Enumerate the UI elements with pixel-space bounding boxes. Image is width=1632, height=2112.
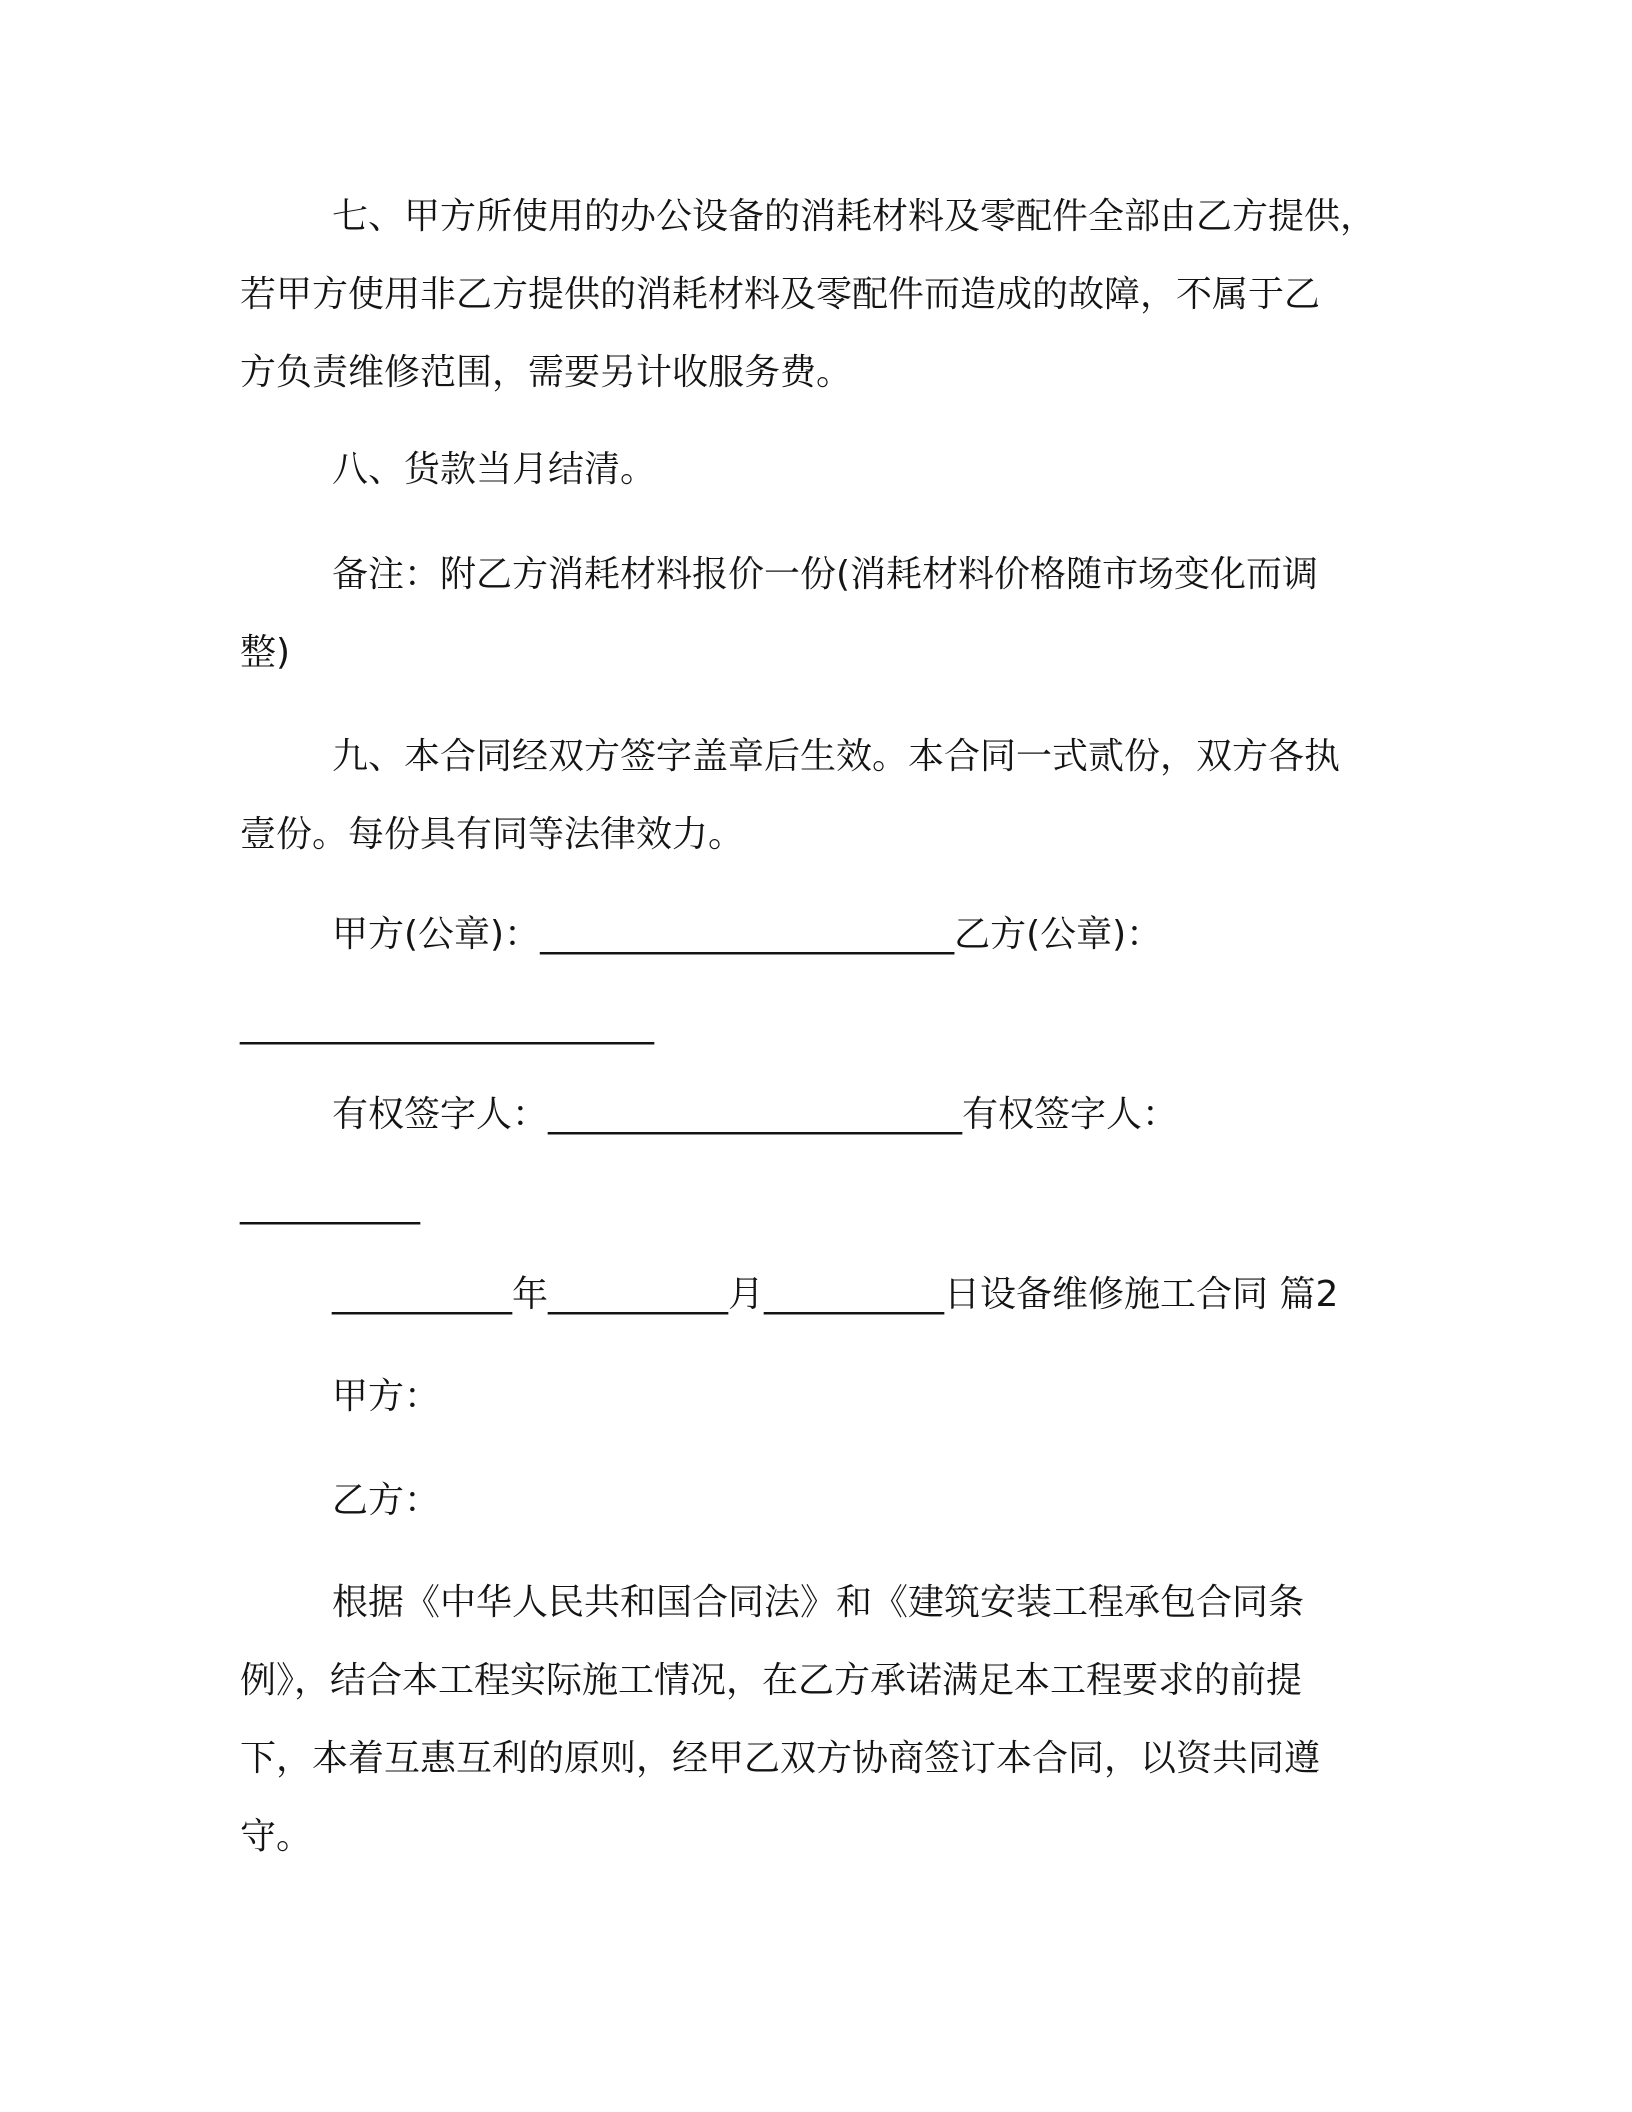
signatory-line-continued: __________ xyxy=(240,1184,420,1225)
remark-line-2: 整) xyxy=(240,632,291,673)
seal-line: 甲方(公章)：_______________________乙方(公章)： xyxy=(332,914,1163,955)
preamble-line-2: 例》，结合本工程实际施工情况，在乙方承诺满足本工程要求的前提 xyxy=(240,1660,1303,1701)
preamble-line-3: 下，本着互惠互利的原则，经甲乙双方协商签订本合同，以资共同遵 xyxy=(240,1738,1321,1779)
clause-7-line-2: 若甲方使用非乙方提供的消耗材料及零配件而造成的故障，不属于乙 xyxy=(240,274,1321,315)
party-b-label: 乙方： xyxy=(332,1480,441,1521)
clause-9-line-1: 九、本合同经双方签字盖章后生效。本合同一式贰份，双方各执 xyxy=(332,736,1341,777)
date-and-title-line: __________年__________月__________日设备维修施工合同 篇2 xyxy=(332,1274,1339,1315)
preamble-line-1: 根据《中华人民共和国合同法》和《建筑安装工程承包合同条 xyxy=(332,1582,1305,1623)
clause-7-line-3: 方负责维修范围，需要另计收服务费。 xyxy=(240,352,853,393)
preamble-line-4: 守。 xyxy=(240,1816,313,1857)
clause-7-line-1: 七、甲方所使用的办公设备的消耗材料及零配件全部由乙方提供， xyxy=(332,196,1377,237)
party-a-label: 甲方： xyxy=(332,1376,441,1417)
signatory-line: 有权签字人：_______________________有权签字人： xyxy=(332,1094,1179,1135)
remark-line-1: 备注：附乙方消耗材料报价一份(消耗材料价格随市场变化而调 xyxy=(332,554,1319,595)
seal-line-continued: _______________________ xyxy=(240,1004,654,1045)
clause-9-line-2: 壹份。每份具有同等法律效力。 xyxy=(240,814,745,855)
clause-8: 八、货款当月结清。 xyxy=(332,449,657,490)
